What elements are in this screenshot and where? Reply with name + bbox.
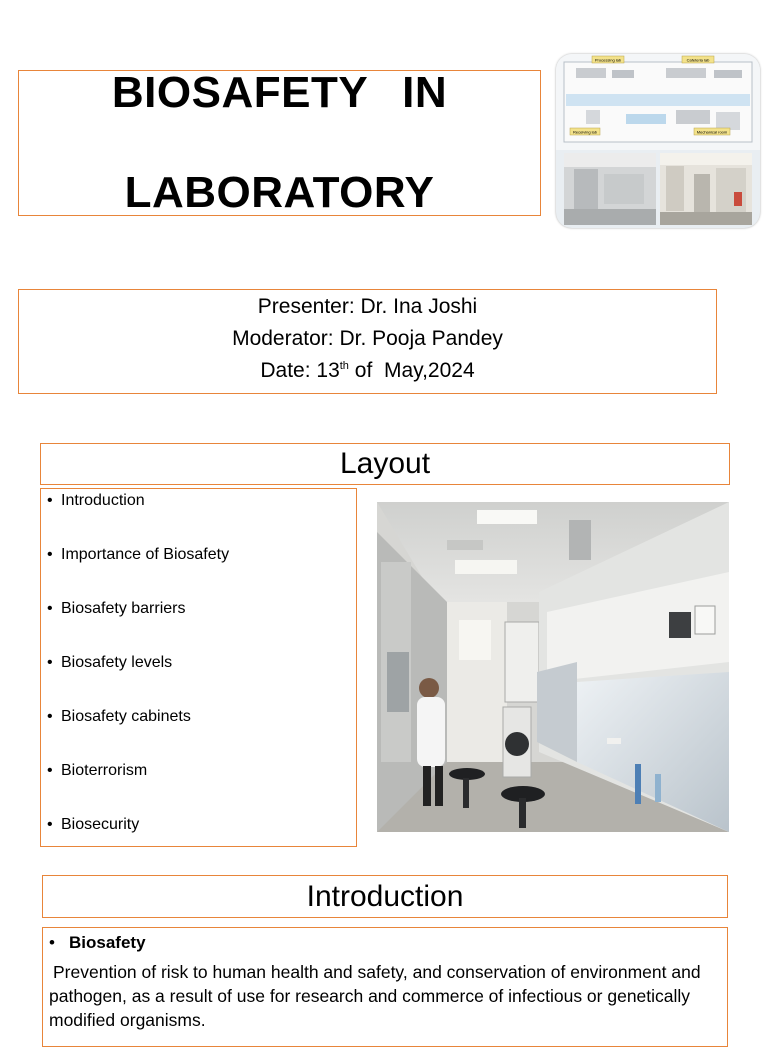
- list-item: [47, 546, 229, 564]
- list-item: [47, 762, 147, 780]
- date-line: [19, 355, 716, 387]
- collage-label-receiving: Receiving lab: [572, 129, 598, 135]
- introduction-body: [42, 927, 728, 1047]
- introduction-heading: Introduction: [42, 875, 728, 918]
- list-item-label: Importance of Biosafety: [61, 546, 230, 563]
- list-item-label: Biosafety cabinets: [61, 708, 191, 725]
- title-line-1: BIOSAFETY IN: [111, 68, 448, 117]
- bullet-icon: •: [47, 492, 53, 509]
- list-item: [47, 654, 172, 672]
- bullet-icon: •: [47, 654, 53, 671]
- presenter-info-box: [18, 289, 717, 394]
- collage-label-cafeteria: Cafeteria lab: [686, 57, 710, 63]
- list-item-label: Biosafety levels: [61, 654, 173, 671]
- date-suffix: of May,2024: [348, 359, 475, 382]
- collage-label-mechanical: Mechanical room: [696, 129, 728, 135]
- subheading-label: Biosafety: [69, 933, 146, 952]
- title-line-2: LABORATORY: [124, 168, 435, 217]
- layout-list: [40, 488, 357, 847]
- title-box: [18, 70, 541, 216]
- bullet-icon: •: [47, 762, 53, 779]
- list-item: [47, 816, 139, 834]
- date-prefix: Date: 13: [260, 359, 340, 382]
- list-item: [47, 600, 186, 618]
- biosafety-definition: Prevention of risk to human health and safety, and conservation of environment and pathogen, as a result of use for research and commerce of infectious or genetically modified organisms.: [49, 962, 701, 1030]
- presenter-line: Presenter: Dr. Ina Joshi: [257, 295, 478, 318]
- biosafety-subheading: [49, 932, 721, 954]
- list-item: [47, 492, 145, 510]
- lab-floorplan-collage: [556, 54, 760, 228]
- bullet-icon: •: [49, 933, 55, 952]
- layout-heading: Layout: [40, 443, 730, 485]
- bullet-icon: •: [47, 546, 53, 563]
- bullet-icon: •: [47, 708, 53, 725]
- biosafety-cabinet-lab-photo: [377, 502, 729, 832]
- list-item-label: Bioterrorism: [61, 762, 148, 779]
- date-superscript: th: [339, 360, 349, 372]
- list-item: [47, 708, 191, 726]
- moderator-line: Moderator: Dr. Pooja Pandey: [232, 327, 503, 350]
- bullet-icon: •: [47, 816, 53, 833]
- list-item-label: Biosecurity: [61, 816, 140, 833]
- list-item-label: Introduction: [61, 492, 145, 509]
- bullet-icon: •: [47, 600, 53, 617]
- list-item-label: Biosafety barriers: [61, 600, 186, 617]
- collage-label-processing: Processing lab: [594, 57, 622, 63]
- presentation-title: [112, 18, 447, 268]
